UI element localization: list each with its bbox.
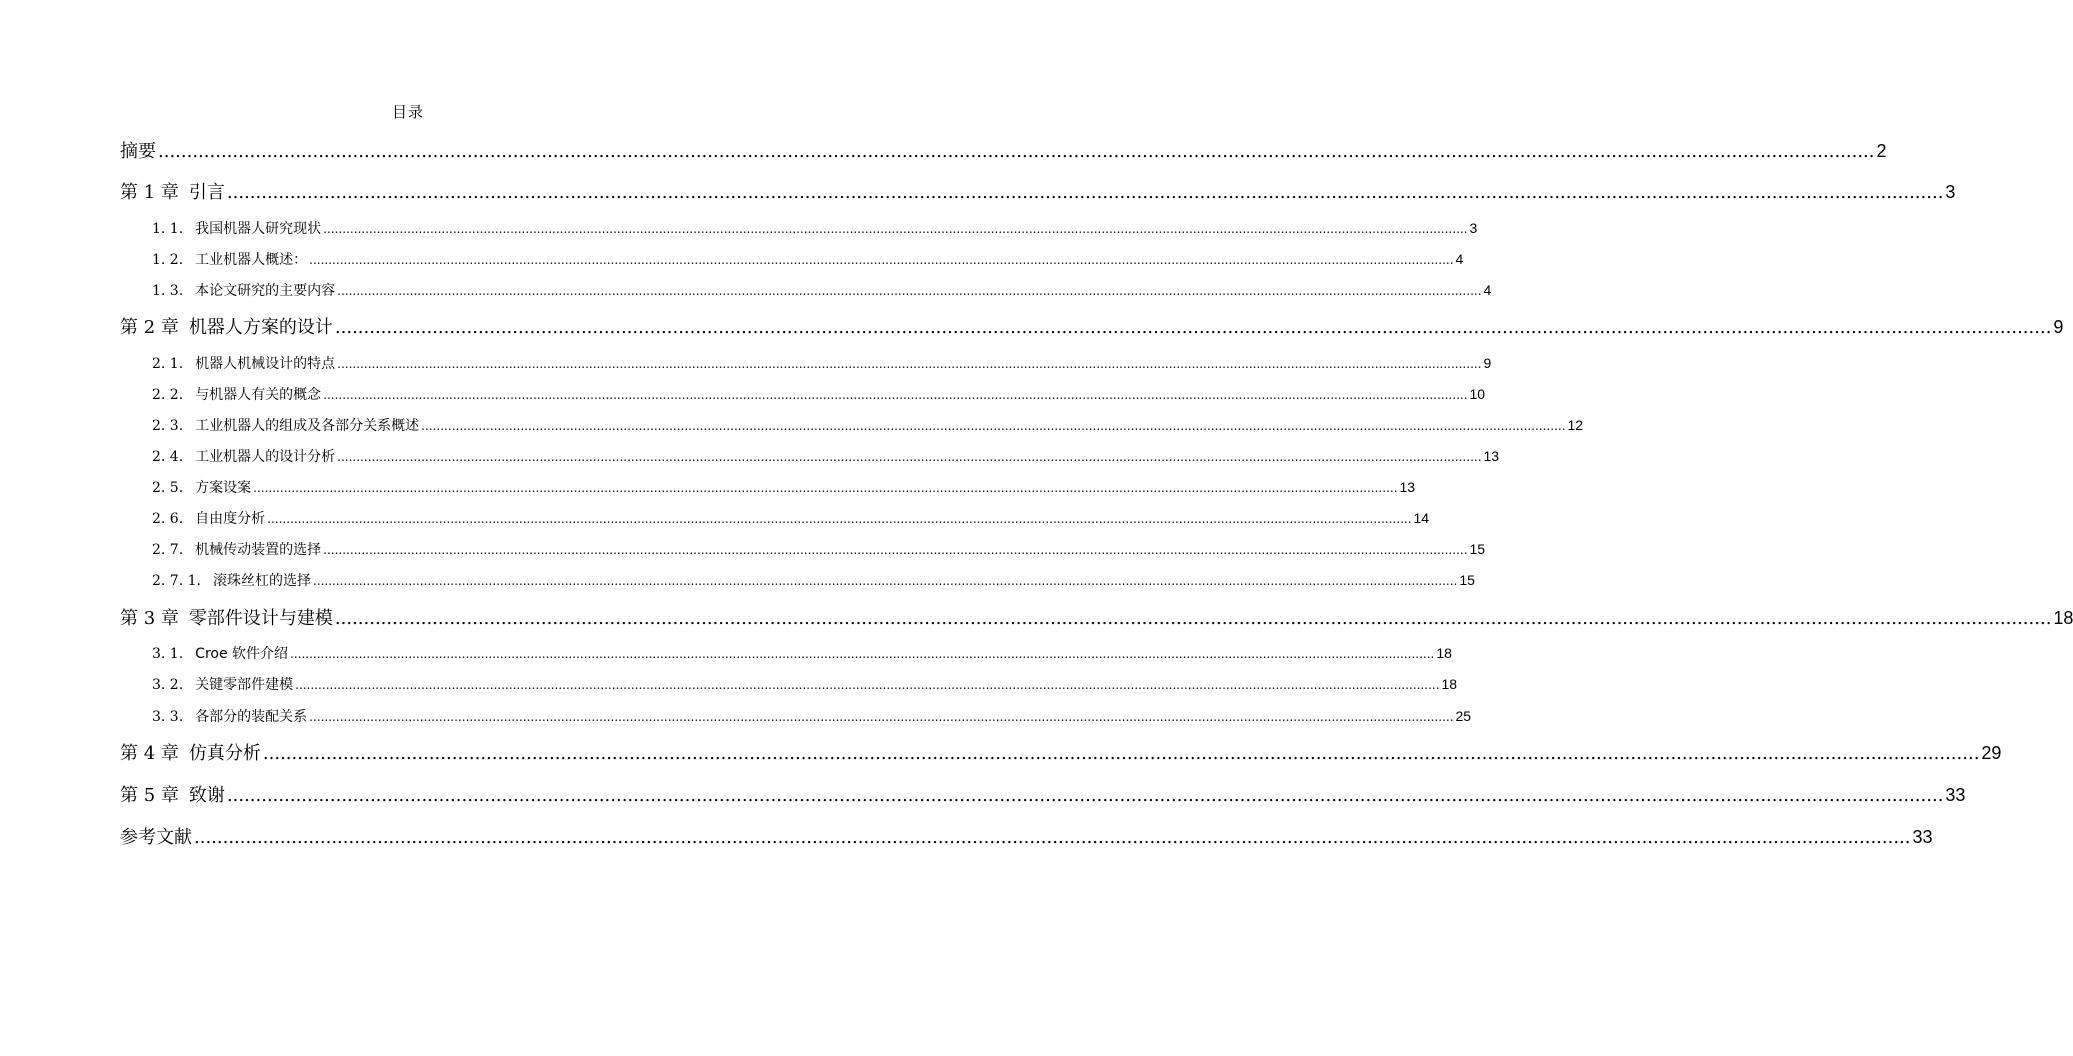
dot-leader: ............................................................................................................................................................................................................................................................................................................ (323, 543, 1468, 557)
entry-title: 仿真分析 (188, 743, 261, 764)
entry-title: 摘要 (120, 141, 156, 162)
entry-title: 机器人机械设计的特点 (195, 356, 336, 372)
entry-title: 各部分的装配关系 (195, 709, 308, 725)
entry-number: 1. 2. (152, 252, 184, 268)
entry-title: 自由度分析 (195, 511, 266, 527)
toc-entry[interactable] (120, 823, 1933, 849)
entry-title: 我国机器人研究现状 (195, 221, 322, 237)
entry-page: 4 (1455, 251, 1464, 267)
entry-number: 第 5 章 (120, 785, 179, 806)
entry-number: 2. 3. (152, 418, 184, 434)
entry-page: 13 (1483, 448, 1500, 464)
dot-leader: ............................................................................................................................................................................................................................................................................................................ (253, 481, 1398, 495)
entry-number: 第 4 章 (120, 743, 179, 764)
entry-page: 10 (1469, 386, 1486, 402)
entry-number: 2. 7. (152, 542, 184, 558)
entry-number: 3. 2. (152, 677, 184, 693)
entry-page: 25 (1455, 708, 1472, 724)
toc-entry[interactable] (152, 218, 1478, 238)
entry-title: 致谢 (188, 785, 225, 806)
toc-entry[interactable] (152, 415, 1584, 435)
entry-title: 机械传动装置的选择 (195, 542, 322, 558)
toc-entry[interactable] (120, 739, 2002, 765)
entry-number: 1. 1. (152, 221, 184, 237)
toc-entry[interactable] (152, 280, 1492, 300)
entry-number: 1. 3. (152, 283, 184, 299)
toc-entry[interactable] (152, 249, 1464, 269)
entry-title: 机器人方案的设计 (188, 317, 333, 338)
toc-entry[interactable] (120, 781, 1966, 807)
entry-title: 工业机器人的组成及各部分关系概述 (195, 418, 420, 434)
entry-page: 33 (1912, 827, 1933, 847)
entry-page: 14 (1413, 510, 1430, 526)
dot-leader: ............................................................................................................................................................................................................................................................................................................ (334, 608, 2052, 629)
entry-title: 滚珠丝杠的选择 (212, 573, 311, 589)
toc-entry[interactable] (152, 643, 1452, 663)
dot-leader: ............................................................................................................................................................................................................................................................................................................ (226, 182, 1944, 203)
entry-page: 4 (1483, 282, 1492, 298)
dot-leader: ............................................................................................................................................................................................................................................................................................................ (309, 710, 1454, 724)
toc-entry[interactable] (152, 477, 1416, 497)
toc-entry[interactable] (152, 570, 1475, 590)
entry-title: Croe 软件介绍 (195, 646, 289, 662)
entry-page: 18 (1436, 645, 1452, 661)
entry-page: 2 (1876, 141, 1887, 161)
dot-leader: ............................................................................................................................................................................................................................................................................................................ (158, 141, 1875, 162)
entry-title: 工业机器人概述： (195, 252, 308, 268)
dot-leader: ............................................................................................................................................................................................................................................................................................................ (226, 785, 1944, 806)
dot-leader: ............................................................................................................................................................................................................................................................................................................ (295, 678, 1440, 692)
entry-number: 3. 3. (152, 709, 184, 725)
dot-leader: ............................................................................................................................................................................................................................................................................................................ (323, 388, 1468, 402)
dot-leader: ............................................................................................................................................................................................................................................................................................................ (337, 284, 1482, 298)
toc-entry[interactable] (152, 353, 1492, 373)
entry-number: 2. 4. (152, 449, 184, 465)
entry-page: 15 (1459, 572, 1475, 588)
entry-number: 第 1 章 (120, 182, 179, 203)
entry-number: 第 3 章 (120, 608, 179, 629)
entry-page: 3 (1469, 220, 1478, 236)
entry-title: 工业机器人的设计分析 (195, 449, 336, 465)
toc-entry[interactable] (120, 178, 1956, 204)
entry-page: 18 (1441, 676, 1458, 692)
dot-leader: ............................................................................................................................................................................................................................................................................................................ (262, 743, 1980, 764)
dot-leader: ............................................................................................................................................................................................................................................................................................................ (267, 512, 1412, 526)
toc-entry[interactable] (120, 313, 2064, 339)
dot-leader: ............................................................................................................................................................................................................................................................................................................ (337, 450, 1482, 464)
entry-number: 2. 6. (152, 511, 184, 527)
dot-leader: ............................................................................................................................................................................................................................................................................................................ (309, 253, 1454, 267)
entry-number: 3. 1. (152, 646, 184, 662)
dot-leader: ............................................................................................................................................................................................................................................................................................................ (334, 317, 2052, 338)
entry-number: 第 2 章 (120, 317, 179, 338)
toc-entry[interactable] (120, 137, 1887, 163)
entry-number: 2. 7. 1. (152, 573, 201, 589)
toc-entry[interactable] (152, 674, 1458, 694)
entry-page: 9 (1483, 355, 1492, 371)
dot-leader: ............................................................................................................................................................................................................................................................................................................ (290, 647, 1435, 661)
dot-leader: ............................................................................................................................................................................................................................................................................................................ (194, 827, 1911, 848)
toc-title: 目录 (391, 103, 424, 121)
dot-leader: ............................................................................................................................................................................................................................................................................................................ (323, 222, 1468, 236)
toc-entry[interactable] (152, 508, 1430, 528)
toc-entry[interactable] (120, 604, 2073, 630)
toc-entry[interactable] (152, 706, 1472, 726)
toc-entry[interactable] (152, 539, 1486, 559)
entry-number: 2. 2. (152, 387, 184, 403)
entry-title: 参考文献 (120, 827, 192, 848)
entry-title: 与机器人有关的概念 (195, 387, 322, 403)
entry-page: 13 (1399, 479, 1416, 495)
toc-entry[interactable] (152, 446, 1500, 466)
entry-page: 18 (2053, 608, 2073, 628)
entry-number: 2. 1. (152, 356, 184, 372)
entry-page: 29 (1981, 743, 2002, 763)
dot-leader: ............................................................................................................................................................................................................................................................................................................ (312, 574, 1458, 588)
entry-page: 12 (1567, 417, 1584, 433)
entry-page: 3 (1945, 182, 1956, 202)
entry-page: 15 (1469, 541, 1486, 557)
entry-title: 本论文研究的主要内容 (195, 283, 336, 299)
entry-title: 关键零部件建模 (195, 677, 294, 693)
entry-title: 方案设案 (195, 480, 252, 496)
entry-title: 零部件设计与建模 (188, 608, 333, 629)
dot-leader: ............................................................................................................................................................................................................................................................................................................ (337, 357, 1482, 371)
entry-number: 2. 5. (152, 480, 184, 496)
toc-entry[interactable] (152, 384, 1486, 404)
entry-page: 33 (1945, 785, 1966, 805)
entry-title: 引言 (188, 182, 225, 203)
entry-page: 9 (2053, 317, 2064, 337)
dot-leader: ............................................................................................................................................................................................................................................................................................................ (421, 419, 1566, 433)
